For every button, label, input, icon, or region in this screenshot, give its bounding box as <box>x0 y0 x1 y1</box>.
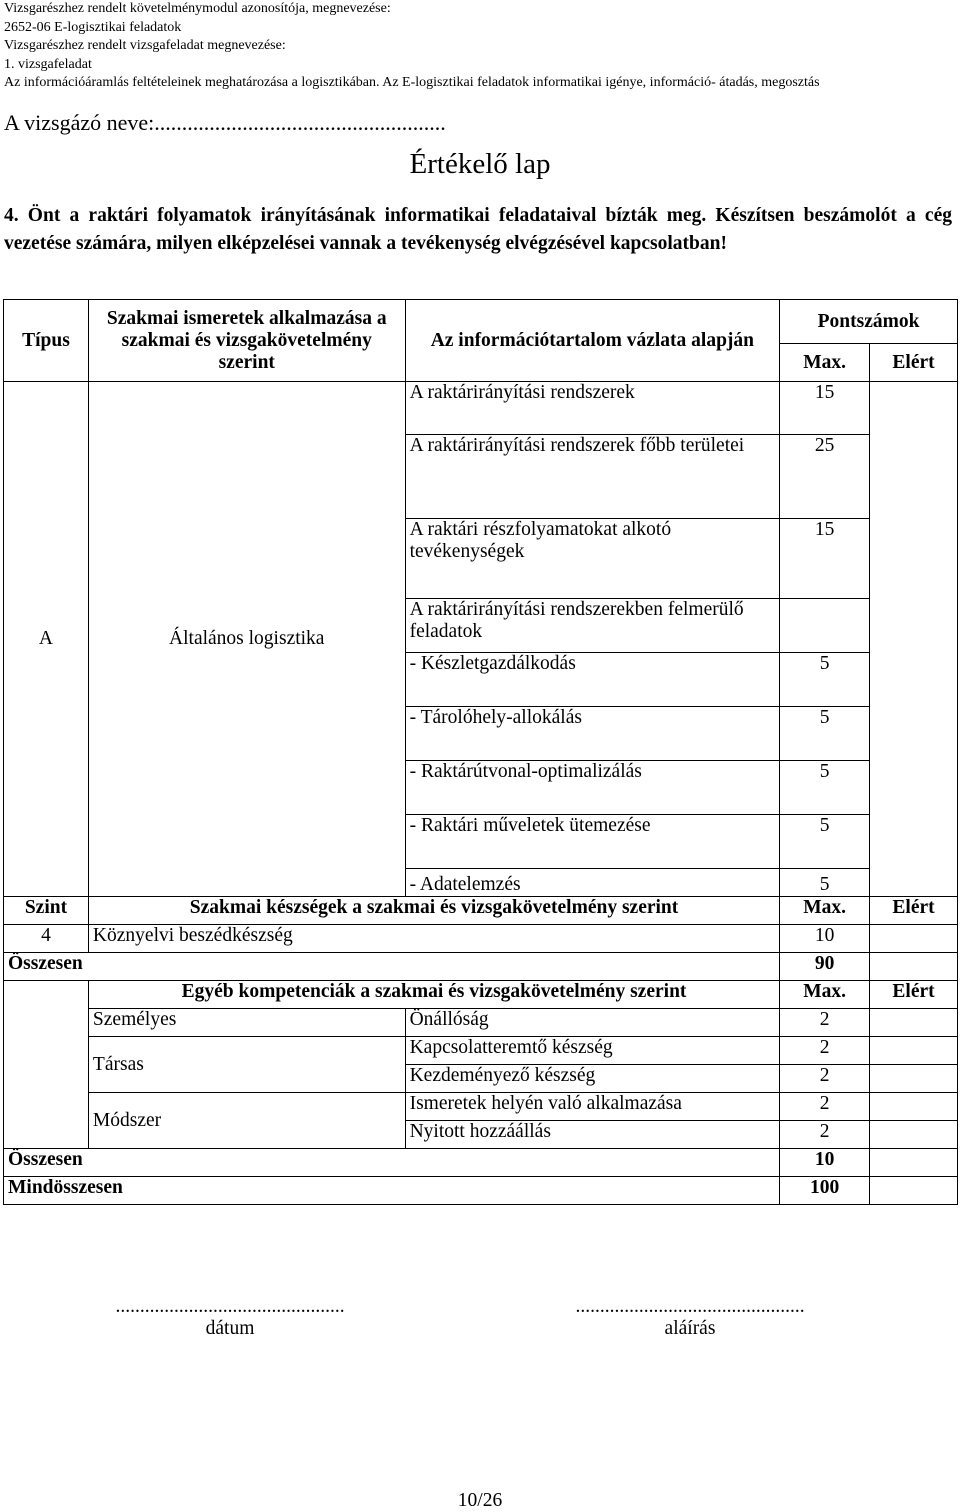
candidate-name-line: A vizsgázó neve:..................................................... <box>4 110 446 135</box>
skill-achieved-cell[interactable] <box>870 925 958 953</box>
skills-achieved-header: Elért <box>870 897 958 925</box>
competencies-total-achieved-cell[interactable] <box>870 1149 958 1177</box>
date-block <box>80 1296 380 1340</box>
competency-max: 2 <box>780 1065 870 1093</box>
max-points <box>780 599 870 653</box>
grand-total-achieved-cell[interactable] <box>870 1177 958 1205</box>
max-points: 15 <box>780 519 870 599</box>
max-points: 5 <box>780 815 870 869</box>
grand-total-label: Mindösszesen <box>4 1177 780 1205</box>
task-description: 4. Önt a raktári folyamatok irányításának informatikai feladataival bízták meg. Készítsen beszámolót a cég vezetése számára, milyen elképzelései vannak a tevékenység elvégzésével kapcsolatban! <box>4 205 952 254</box>
competency-achieved-cell[interactable] <box>870 1009 958 1037</box>
outline-item: - Tárolóhely-allokálás <box>405 707 780 761</box>
header-line-5: Az információáramlás feltételeinek meghatározása a logisztikában. Az E-logisztikai feladatok informatikai igénye, információ- átadás, megosztás <box>4 75 820 90</box>
competency-max: 2 <box>780 1121 870 1149</box>
header-line-1: Vizsgarészhez rendelt követelménymodul azonosítója, megnevezése: <box>4 1 391 16</box>
competencies-achieved-header: Elért <box>870 981 958 1009</box>
col-header-points: Pontszámok <box>780 300 958 344</box>
max-points: 25 <box>780 435 870 519</box>
competencies-total-value: 10 <box>780 1149 870 1177</box>
page-number: 10/26 <box>457 1490 503 1511</box>
competencies-total-label: Összesen <box>4 1149 780 1177</box>
skill-max: 10 <box>780 925 870 953</box>
competency-item: Kezdeményező készség <box>405 1065 780 1093</box>
level-header: Szint <box>4 897 89 925</box>
competency-item: Nyitott hozzáállás <box>405 1121 780 1149</box>
col-header-skills: Szakmai ismeretek alkalmazása a szakmai és vizsgakövetelmény szerint <box>88 300 405 382</box>
competency-item: Kapcsolatteremtő készség <box>405 1037 780 1065</box>
evaluation-table <box>3 299 958 1205</box>
document-header <box>4 0 820 93</box>
blank-cell <box>4 981 89 1009</box>
col-header-max: Max. <box>780 344 870 382</box>
subtotal-value: 90 <box>780 953 870 981</box>
competency-group-personal: Személyes <box>88 1009 405 1037</box>
outline-item: A raktárirányítási rendszerek főbb területei <box>405 435 780 519</box>
professional-skills-header: Szakmai készségek a szakmai és vizsgakövetelmény szerint <box>88 897 779 925</box>
achieved-points-cell[interactable] <box>870 382 958 897</box>
grand-total-value: 100 <box>780 1177 870 1205</box>
date-dots: ............................................... <box>115 1296 345 1317</box>
outline-item: A raktári részfolyamatokat alkotó tevékenységek <box>405 519 780 599</box>
competency-item: Önállóság <box>405 1009 780 1037</box>
max-points: 5 <box>780 653 870 707</box>
signature-block <box>540 1296 840 1340</box>
blank-cell <box>4 1009 89 1149</box>
area-general-logistics: Általános logisztika <box>88 382 405 897</box>
competency-group-social: Társas <box>88 1037 405 1093</box>
competency-item: Ismeretek helyén való alkalmazása <box>405 1093 780 1121</box>
subtotal-achieved-cell[interactable] <box>870 953 958 981</box>
competency-max: 2 <box>780 1093 870 1121</box>
competency-group-method: Módszer <box>88 1093 405 1149</box>
outline-item: - Adatelemzés <box>405 869 780 897</box>
col-header-type: Típus <box>4 300 89 382</box>
competency-max: 2 <box>780 1037 870 1065</box>
skill-level: 4 <box>4 925 89 953</box>
outline-item: A raktárirányítási rendszerek <box>405 382 780 435</box>
date-label: dátum <box>205 1318 255 1339</box>
type-a-cell: A <box>4 382 89 897</box>
outline-item: - Raktári műveletek ütemezése <box>405 815 780 869</box>
other-competencies-header: Egyéb kompetenciák a szakmai és vizsgakövetelmény szerint <box>88 981 779 1009</box>
max-points: 15 <box>780 382 870 435</box>
outline-item: - Raktárútvonal-optimalizálás <box>405 761 780 815</box>
col-header-achieved: Elért <box>870 344 958 382</box>
signature-dots: ............................................... <box>575 1296 805 1317</box>
competency-max: 2 <box>780 1009 870 1037</box>
page-title: Értékelő lap <box>409 148 551 180</box>
max-points: 5 <box>780 869 870 897</box>
signature-label: aláírás <box>664 1318 716 1339</box>
skills-max-header: Max. <box>780 897 870 925</box>
header-line-3: Vizsgarészhez rendelt vizsgafeladat megnevezése: <box>4 38 286 53</box>
subtotal-label: Összesen <box>4 953 780 981</box>
outline-item: - Készletgazdálkodás <box>405 653 780 707</box>
competency-achieved-cell[interactable] <box>870 1093 958 1121</box>
max-points: 5 <box>780 761 870 815</box>
competency-achieved-cell[interactable] <box>870 1065 958 1093</box>
col-header-outline: Az információtartalom vázlata alapján <box>405 300 780 382</box>
competency-achieved-cell[interactable] <box>870 1121 958 1149</box>
outline-item: A raktárirányítási rendszerekben felmerülő feladatok <box>405 599 780 653</box>
header-line-4: 1. vizsgafeladat <box>4 56 92 72</box>
competencies-max-header: Max. <box>780 981 870 1009</box>
competency-achieved-cell[interactable] <box>870 1037 958 1065</box>
header-line-2: 2652-06 E-logisztikai feladatok <box>4 19 182 35</box>
skill-name: Köznyelvi beszédkészség <box>88 925 779 953</box>
max-points: 5 <box>780 707 870 761</box>
